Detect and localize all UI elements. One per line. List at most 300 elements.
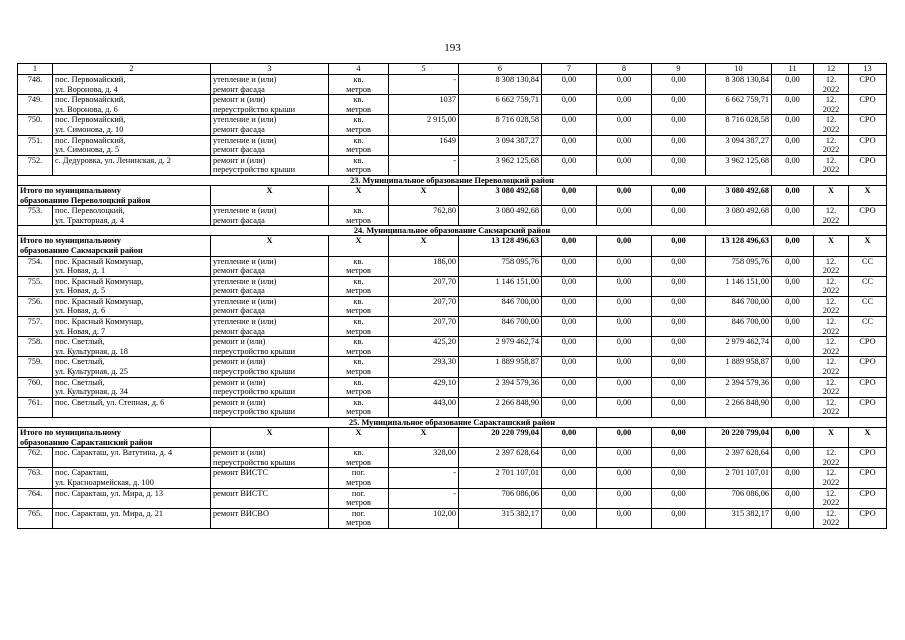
work-type-cell xyxy=(211,397,329,417)
amount-cell-text: 0,00 xyxy=(785,276,800,286)
method-cell xyxy=(849,357,887,377)
unit-cell xyxy=(329,75,389,95)
address-cell xyxy=(53,115,211,135)
unit-cell-text: пог. xyxy=(351,508,366,518)
amount-cell xyxy=(597,468,652,488)
work-type-cell-text: утепление и (или) xyxy=(213,296,277,306)
cost-fund-cell-text: 2 394 579,36 xyxy=(725,377,769,387)
method-cell-text: СРО xyxy=(859,95,876,105)
total-amount-text: 0,00 xyxy=(561,185,577,195)
cost-fund-cell-text: 6 662 759,71 xyxy=(725,95,769,105)
amount-cell xyxy=(772,377,814,397)
district-total-row xyxy=(18,185,887,205)
cost-fund-cell xyxy=(706,357,772,377)
row-number xyxy=(18,488,53,508)
area-cell xyxy=(389,206,459,226)
cost-total-cell-text: 8 308 130,84 xyxy=(495,75,539,84)
row-number xyxy=(18,95,53,115)
total-x-cell xyxy=(389,236,459,256)
method-cell-text: СС xyxy=(861,317,874,327)
total-x-cell xyxy=(814,236,849,256)
amount-cell xyxy=(542,357,597,377)
amount-cell xyxy=(652,296,706,316)
total-x-cell-text: Х xyxy=(828,428,834,437)
work-type-cell xyxy=(211,337,329,357)
cost-fund-cell xyxy=(706,488,772,508)
work-type-cell-text: утепление и (или) xyxy=(213,206,277,216)
section-title-text: 24. Муниципальное образование Сакмарский район xyxy=(353,226,551,236)
row-number xyxy=(18,377,53,397)
total-x-cell xyxy=(389,428,459,448)
unit-cell xyxy=(329,377,389,397)
amount-cell xyxy=(652,357,706,377)
deadline-cell xyxy=(814,135,849,155)
amount-cell xyxy=(652,155,706,175)
amount-cell-text: 0,00 xyxy=(785,488,800,498)
amount-cell-text: 0,00 xyxy=(671,75,686,84)
amount-cell-text: 0,00 xyxy=(561,448,577,458)
cost-total-cell xyxy=(459,337,542,357)
unit-cell-text: кв. xyxy=(353,377,364,387)
unit-cell xyxy=(329,206,389,226)
capital-repair-table xyxy=(17,63,887,529)
area-cell-text: - xyxy=(453,488,456,498)
address-cell-text: ул. Воронова, д. 6 xyxy=(55,104,118,114)
amount-cell xyxy=(597,508,652,528)
total-amount-text: 0,00 xyxy=(561,236,577,246)
total-x-cell xyxy=(849,236,887,256)
total-amount xyxy=(597,236,652,256)
method-cell xyxy=(849,377,887,397)
total-amount-text: 0,00 xyxy=(671,428,686,437)
address-cell-text: ул. Красноармейская, д. 100 xyxy=(55,477,154,487)
table-row xyxy=(18,337,887,357)
amount-cell xyxy=(772,115,814,135)
amount-cell xyxy=(652,377,706,397)
work-type-cell-text: утепление и (или) xyxy=(213,256,277,266)
cost-total-cell-text: 1 146 151,00 xyxy=(495,276,539,286)
area-cell-text: 425,20 xyxy=(433,337,456,347)
unit-cell-text: метров xyxy=(346,286,371,296)
header-cell: 12 xyxy=(814,64,849,75)
cost-total-cell xyxy=(459,317,542,337)
amount-cell-text: 0,00 xyxy=(671,397,686,407)
deadline-cell xyxy=(814,206,849,226)
row-number xyxy=(18,256,53,276)
amount-cell xyxy=(772,357,814,377)
area-cell-text: - xyxy=(453,468,456,478)
area-cell xyxy=(389,296,459,316)
cost-total-cell-text: 1 889 958,87 xyxy=(495,357,539,367)
row-number-text: 748. xyxy=(27,75,43,84)
amount-cell-text: 0,00 xyxy=(671,337,686,347)
area-cell-text: 293,30 xyxy=(433,357,456,367)
cost-fund-cell-text: 3 962 125,68 xyxy=(725,155,769,165)
cost-fund-cell-text: 8 308 130,84 xyxy=(725,75,769,84)
amount-cell xyxy=(772,488,814,508)
area-cell xyxy=(389,468,459,488)
amount-cell-text: 0,00 xyxy=(616,206,632,216)
amount-cell xyxy=(772,397,814,417)
work-type-cell-text: утепление и (или) xyxy=(213,135,277,145)
method-cell xyxy=(849,337,887,357)
deadline-cell-text: 12. xyxy=(825,115,837,125)
total-amount xyxy=(706,185,772,205)
table-row xyxy=(18,95,887,115)
table-row xyxy=(18,468,887,488)
cost-total-cell-text: 3 962 125,68 xyxy=(495,155,539,165)
row-number xyxy=(18,296,53,316)
row-number xyxy=(18,468,53,488)
method-cell xyxy=(849,75,887,95)
deadline-cell-text: 12. xyxy=(825,448,837,458)
unit-cell-text: метров xyxy=(346,215,371,225)
work-type-cell-text: ремонт фасада xyxy=(213,286,265,296)
amount-cell-text: 0,00 xyxy=(561,488,577,498)
deadline-cell-text: 2022 xyxy=(822,145,840,155)
header-cell: 8 xyxy=(597,64,652,75)
work-type-cell xyxy=(211,256,329,276)
area-cell-text: 102,00 xyxy=(433,508,456,518)
total-amount xyxy=(459,185,542,205)
cost-fund-cell xyxy=(706,206,772,226)
amount-cell xyxy=(542,508,597,528)
address-cell-text: ул. Воронова, д. 4 xyxy=(55,84,118,94)
address-cell xyxy=(53,95,211,115)
address-cell-text: ул. Культурная, д. 34 xyxy=(55,387,128,397)
unit-cell xyxy=(329,276,389,296)
deadline-cell-text: 12. xyxy=(825,357,837,367)
unit-cell-text: кв. xyxy=(353,296,364,306)
address-cell xyxy=(53,276,211,296)
cost-total-cell xyxy=(459,448,542,468)
amount-cell-text: 0,00 xyxy=(561,397,577,407)
area-cell xyxy=(389,317,459,337)
method-cell xyxy=(849,276,887,296)
column-number-header xyxy=(18,64,887,75)
area-cell-text: - xyxy=(453,75,456,84)
cost-total-cell xyxy=(459,397,542,417)
amount-cell-text: 0,00 xyxy=(671,468,686,478)
unit-cell-text: пог. xyxy=(351,488,366,498)
amount-cell-text: 0,00 xyxy=(616,448,632,458)
total-amount xyxy=(542,236,597,256)
amount-cell-text: 0,00 xyxy=(616,357,632,367)
table-row xyxy=(18,448,887,468)
total-x-cell xyxy=(849,185,887,205)
area-cell xyxy=(389,276,459,296)
method-cell-text: СС xyxy=(861,256,874,266)
address-cell-text: ул. Симонова, д. 5 xyxy=(55,145,120,155)
area-cell-text: 762,80 xyxy=(433,206,456,216)
amount-cell-text: 0,00 xyxy=(561,206,577,216)
row-number xyxy=(18,337,53,357)
work-type-cell-text: переустройство крыши xyxy=(213,367,296,377)
amount-cell xyxy=(542,206,597,226)
amount-cell-text: 0,00 xyxy=(616,397,632,407)
amount-cell xyxy=(772,135,814,155)
deadline-cell-text: 12. xyxy=(825,488,837,498)
address-cell-text: ул. Новая, д. 6 xyxy=(55,306,106,316)
amount-cell xyxy=(597,206,652,226)
total-amount-text: 0,00 xyxy=(671,185,686,195)
deadline-cell-text: 12. xyxy=(825,155,837,165)
work-type-cell-text: ремонт ВИСТС xyxy=(213,468,269,478)
total-amount-text: 0,00 xyxy=(785,185,800,195)
address-cell-text: пос. Саракташ, xyxy=(55,468,109,478)
deadline-cell xyxy=(814,468,849,488)
cost-total-cell xyxy=(459,135,542,155)
amount-cell xyxy=(542,468,597,488)
deadline-cell-text: 2022 xyxy=(822,165,840,175)
work-type-cell xyxy=(211,468,329,488)
work-type-cell-text: ремонт фасада xyxy=(213,326,265,336)
unit-cell xyxy=(329,488,389,508)
unit-cell-text: пог. xyxy=(351,468,366,478)
work-type-cell xyxy=(211,135,329,155)
address-cell-text: ул. Симонова, д. 10 xyxy=(55,124,124,134)
deadline-cell-text: 2022 xyxy=(822,215,840,225)
unit-cell-text: метров xyxy=(346,346,371,356)
cost-total-cell xyxy=(459,468,542,488)
work-type-cell xyxy=(211,206,329,226)
cost-fund-cell-text: 2 701 107,01 xyxy=(725,468,769,478)
method-cell-text: СРО xyxy=(859,135,876,145)
table-row xyxy=(18,155,887,175)
area-cell-text: 1037 xyxy=(439,95,456,105)
unit-cell-text: кв. xyxy=(353,317,364,327)
amount-cell-text: 0,00 xyxy=(785,317,800,327)
work-type-cell xyxy=(211,95,329,115)
table-row xyxy=(18,206,887,226)
row-number-text: 759. xyxy=(27,357,43,367)
work-type-cell-text: ремонт и (или) xyxy=(213,377,266,387)
method-cell xyxy=(849,155,887,175)
header-cell: 2 xyxy=(53,64,211,75)
unit-cell-text: метров xyxy=(346,266,371,276)
total-x-cell xyxy=(814,428,849,448)
header-cell: 5 xyxy=(389,64,459,75)
table-row xyxy=(18,508,887,528)
total-x-cell-text: Х xyxy=(828,236,834,246)
cost-fund-cell-text: 2 397 628,64 xyxy=(725,448,769,458)
amount-cell xyxy=(772,256,814,276)
amount-cell xyxy=(597,75,652,95)
work-type-cell xyxy=(211,357,329,377)
method-cell xyxy=(849,256,887,276)
work-type-cell-text: переустройство крыши xyxy=(213,346,296,356)
total-amount xyxy=(652,428,706,448)
total-amount xyxy=(459,428,542,448)
deadline-cell-text: 2022 xyxy=(822,518,840,528)
total-x-cell xyxy=(849,428,887,448)
address-cell-text: пос. Первомайский, xyxy=(55,95,126,105)
work-type-cell-text: ремонт фасада xyxy=(213,124,265,134)
deadline-cell xyxy=(814,317,849,337)
address-cell xyxy=(53,397,211,417)
row-number-text: 754. xyxy=(27,256,43,266)
amount-cell-text: 0,00 xyxy=(671,155,686,165)
cost-total-cell-text: 706 086,06 xyxy=(501,488,539,498)
address-cell-text: пос. Красный Коммунар, xyxy=(55,276,144,286)
work-type-cell-text: утепление и (или) xyxy=(213,317,277,327)
address-cell-text: пос. Саракташ, ул. Ватутина, д. 4 xyxy=(55,448,173,458)
unit-cell xyxy=(329,135,389,155)
table-row xyxy=(18,296,887,316)
section-header-row xyxy=(18,418,887,428)
area-cell-text: 443,00 xyxy=(433,397,456,407)
cost-fund-cell-text: 1 889 958,87 xyxy=(725,357,769,367)
deadline-cell-text: 2022 xyxy=(822,326,840,336)
address-cell-text: пос. Красный Коммунар, xyxy=(55,317,144,327)
amount-cell xyxy=(772,317,814,337)
table-row xyxy=(18,115,887,135)
deadline-cell-text: 12. xyxy=(825,317,837,327)
cost-total-cell-text: 2 397 628,64 xyxy=(495,448,539,458)
amount-cell-text: 0,00 xyxy=(785,256,800,266)
method-cell xyxy=(849,448,887,468)
work-type-cell-text: ремонт фасада xyxy=(213,306,265,316)
total-amount xyxy=(772,185,814,205)
amount-cell-text: 0,00 xyxy=(785,377,800,387)
cost-total-cell-text: 2 701 107,01 xyxy=(495,468,539,478)
cost-fund-cell-text: 1 146 151,00 xyxy=(725,276,769,286)
work-type-cell xyxy=(211,448,329,468)
amount-cell xyxy=(772,75,814,95)
unit-cell-text: метров xyxy=(346,326,371,336)
deadline-cell xyxy=(814,115,849,135)
cost-fund-cell-text: 846 700,00 xyxy=(731,317,769,327)
total-x-cell-text: Х xyxy=(420,236,427,246)
amount-cell-text: 0,00 xyxy=(616,276,632,286)
amount-cell-text: 0,00 xyxy=(671,508,686,518)
district-total-row xyxy=(18,236,887,256)
amount-cell-text: 0,00 xyxy=(671,448,686,458)
total-x-cell-text: Х xyxy=(864,185,871,195)
unit-cell-text: кв. xyxy=(353,95,364,105)
total-amount-text: 0,00 xyxy=(671,236,686,246)
row-number xyxy=(18,357,53,377)
amount-cell-text: 0,00 xyxy=(671,357,686,367)
cost-total-cell-text: 3 080 492,68 xyxy=(495,206,539,216)
work-type-cell-text: переустройство крыши xyxy=(213,104,296,114)
cost-total-cell-text: 2 266 848,90 xyxy=(495,397,539,407)
amount-cell xyxy=(597,488,652,508)
work-type-cell-text: переустройство крыши xyxy=(213,165,296,175)
deadline-cell-text: 2022 xyxy=(822,477,840,487)
cost-total-cell xyxy=(459,488,542,508)
amount-cell-text: 0,00 xyxy=(671,276,686,286)
area-cell xyxy=(389,115,459,135)
work-type-cell-text: утепление и (или) xyxy=(213,75,277,84)
area-cell xyxy=(389,377,459,397)
amount-cell xyxy=(542,155,597,175)
section-title xyxy=(18,175,887,185)
area-cell-text: 186,00 xyxy=(433,256,456,266)
row-number-text: 761. xyxy=(27,397,43,407)
total-x-cell xyxy=(329,185,389,205)
amount-cell xyxy=(652,206,706,226)
address-cell xyxy=(53,488,211,508)
cost-fund-cell xyxy=(706,337,772,357)
amount-cell xyxy=(652,135,706,155)
unit-cell-text: кв. xyxy=(353,155,364,165)
amount-cell-text: 0,00 xyxy=(561,468,577,478)
total-x-cell-text: Х xyxy=(864,428,871,437)
method-cell-text: СС xyxy=(861,296,874,306)
amount-cell xyxy=(772,155,814,175)
work-type-cell xyxy=(211,75,329,95)
amount-cell xyxy=(597,397,652,417)
deadline-cell xyxy=(814,155,849,175)
work-type-cell xyxy=(211,317,329,337)
amount-cell-text: 0,00 xyxy=(561,276,577,286)
cost-fund-cell-text: 8 716 028,58 xyxy=(725,115,769,125)
unit-cell-text: метров xyxy=(346,165,371,175)
address-cell-text: пос. Переволоцкий, xyxy=(55,206,125,216)
address-cell xyxy=(53,468,211,488)
area-cell xyxy=(389,337,459,357)
total-x-cell-text: Х xyxy=(266,236,273,246)
amount-cell xyxy=(597,448,652,468)
cost-total-cell xyxy=(459,95,542,115)
section-header-row xyxy=(18,175,887,185)
amount-cell xyxy=(652,397,706,417)
cost-total-cell-text: 758 095,76 xyxy=(501,256,539,266)
method-cell xyxy=(849,206,887,226)
total-amount xyxy=(706,428,772,448)
unit-cell xyxy=(329,468,389,488)
address-cell xyxy=(53,135,211,155)
cost-fund-cell xyxy=(706,155,772,175)
amount-cell xyxy=(652,337,706,357)
method-cell-text: СРО xyxy=(859,337,876,347)
work-type-cell-text: ремонт ВИСТС xyxy=(213,488,269,498)
amount-cell-text: 0,00 xyxy=(671,95,686,105)
cost-total-cell xyxy=(459,155,542,175)
unit-cell-text: метров xyxy=(346,145,371,155)
cost-fund-cell-text: 3 094 387,27 xyxy=(725,135,769,145)
amount-cell xyxy=(542,337,597,357)
section-title-text: 25. Муниципальное образование Саракташский район xyxy=(349,418,555,427)
header-cell: 4 xyxy=(329,64,389,75)
amount-cell xyxy=(597,256,652,276)
amount-cell-text: 0,00 xyxy=(785,448,800,458)
deadline-cell-text: 2022 xyxy=(822,124,840,134)
work-type-cell-text: ремонт фасада xyxy=(213,145,265,155)
section-title-text: 23. Муниципальное образование Переволоцкий район xyxy=(350,175,554,185)
deadline-cell-text: 2022 xyxy=(822,84,840,94)
cost-fund-cell xyxy=(706,75,772,95)
address-cell-text: пос. Саракташ, ул. Мира, д. 21 xyxy=(55,508,164,518)
table-row xyxy=(18,397,887,417)
deadline-cell-text: 12. xyxy=(825,135,837,145)
total-amount-text: 13 128 496,63 xyxy=(491,236,539,246)
method-cell xyxy=(849,296,887,316)
amount-cell xyxy=(772,296,814,316)
total-x-cell-text: Х xyxy=(355,428,362,437)
amount-cell xyxy=(597,357,652,377)
total-label xyxy=(18,428,211,448)
total-x-cell xyxy=(329,428,389,448)
amount-cell-text: 0,00 xyxy=(616,337,632,347)
work-type-cell xyxy=(211,296,329,316)
work-type-cell xyxy=(211,155,329,175)
area-cell xyxy=(389,508,459,528)
table-row xyxy=(18,256,887,276)
work-type-cell xyxy=(211,115,329,135)
deadline-cell-text: 2022 xyxy=(822,498,840,508)
